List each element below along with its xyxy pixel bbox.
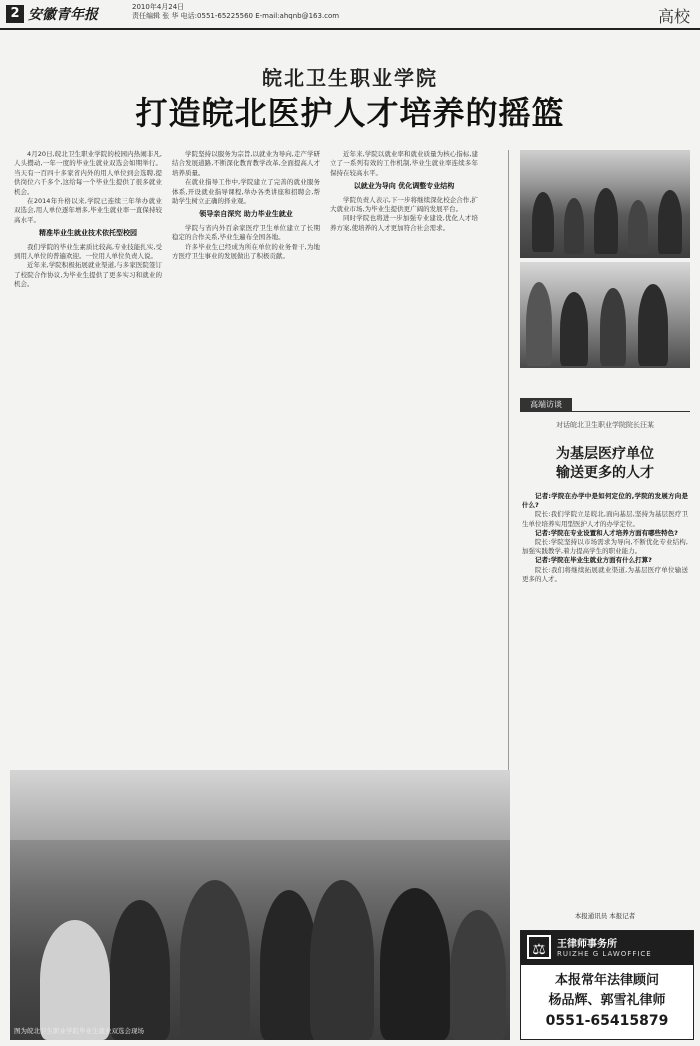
masthead: 安徽青年报 [28,7,98,23]
paragraph: 学院坚持以服务为宗旨,以就业为导向,走产学研结合发展道路,不断深化教育教学改革,全面提高人才培养质量。 [172,150,320,177]
paragraph: 学院负责人表示,下一步将继续深化校企合作,扩大就业市场,为毕业生提供更广阔的发展平台。 [330,195,478,214]
job-fair-photo-1 [520,150,690,258]
interview-title-line-1: 为基层医疗单位 [556,446,654,462]
header-info [132,3,432,21]
paragraph: 同时学院也将进一步加强专业建设,优化人才培养方案,使培养的人才更加符合社会需求。 [330,214,478,232]
subheading: 以就业为导向 优化调整专业结构 [353,182,455,191]
interview-answer: 院长:学院坚持以市场需求为导向,不断优化专业结构,加强实践教学,着力提高学生的职业能力。 [522,538,688,556]
issue-date: 2010年4月24日 [132,3,185,11]
main-photo [10,770,510,1040]
paragraph: 近年来,学院积极拓展就业渠道,与多家医院签订了校院合作协议,为毕业生提供了更多实习和就业的机会。 [14,261,162,289]
interview-tag: 高端访谈 [520,398,572,411]
ad-line-2: 杨品辉、郭雪礼律师 [548,993,666,1008]
article-column-1 [14,150,162,770]
job-fair-photo-2 [520,262,690,368]
article-kicker: 皖北卫生职业学院 [262,66,438,90]
law-firm-ad [520,930,694,1040]
section-name: 高校 [657,7,690,26]
subheading: 精准毕业生就业技术依托型校园 [39,229,137,238]
photo-caption: 图为皖北卫生职业学院毕业生就业双选会现场 [14,1027,144,1035]
article-headline: 打造皖北医护人才培养的摇篮 [135,94,565,132]
article-column-3 [330,150,478,770]
interview-question: 记者:学院在专业设置和人才培养方面有哪些特色? [535,528,678,537]
paragraph: 近年来,学院以就业率和就业质量为核心指标,建立了一系列有效的工作机制,毕业生就业率连续多年保持在较高水平。 [330,150,478,177]
paragraph: 在就业指导工作中,学院建立了完善的就业服务体系,开设就业指导课程,举办各类讲座和招聘会,帮助学生树立正确的择业观。 [172,178,320,206]
interview-question: 记者:学院在办学中是如何定位的,学院的发展方向是什么? [522,492,688,510]
sidebar-rule [520,411,690,412]
interview-title-line-2: 输送更多的人才 [556,465,654,481]
ad-firm-name-en: RUIZHE G LAWOFFICE [557,950,652,958]
interview-question: 记者:学院在毕业生就业方面有什么打算? [535,556,652,565]
paragraph: 我们学院的毕业生素质比较高,专业技能扎实,受到用人单位的普遍欢迎。一位用人单位负责人说。 [14,242,162,261]
ad-phone: 0551-65415879 [545,1013,669,1029]
interview-body [522,492,688,904]
ad-line-1: 本报常年法律顾问 [554,973,659,988]
paragraph: 许多毕业生已经成为所在单位的业务骨干,为地方医疗卫生事业的发展做出了积极贡献。 [172,242,320,261]
law-firm-logo-icon: ⚖ [527,935,551,959]
editor-contact: 责任编辑 张 华 电话:0551-65225560 E-mail:ahqnb@163.com [132,12,340,20]
page-header [0,0,700,30]
paragraph: 学院与省内外百余家医疗卫生单位建立了长期稳定的合作关系,毕业生遍布全国各地。 [172,223,320,242]
interview-answer: 院长:我们学院立足皖北,面向基层,坚持为基层医疗卫生单位培养实用型医护人才的办学定位。 [522,510,688,528]
ad-banner [521,931,693,965]
ad-firm-name: 王律师事务所 [557,939,617,950]
subheading: 领导亲自深究 助力毕业生就业 [199,210,293,219]
interview-credit: 本报通讯员 本报记者 [574,912,636,920]
interview-answer: 院长:我们将继续拓展就业渠道,为基层医疗单位输送更多的人才。 [522,565,688,583]
paragraph: 4月20日,皖北卫生职业学院的校园内热闹非凡,人头攒动,一年一度的毕业生就业双选会如期举行。当天有一百四十多家省内外的用人单位到会选聘,提供岗位六千多个,这给每一个毕业生提供了很多就业机会。 [14,150,162,196]
page-number: 2 [6,5,24,23]
column-divider [508,150,509,770]
paragraph: 在2014年升格以来,学院已连续三年举办就业双选会,用人单位逐年增多,毕业生就业率一直保持较高水平。 [14,197,162,224]
article-column-2 [172,150,320,770]
interview-intro: 对话皖北卫生职业学院院长汪某 [556,421,654,429]
